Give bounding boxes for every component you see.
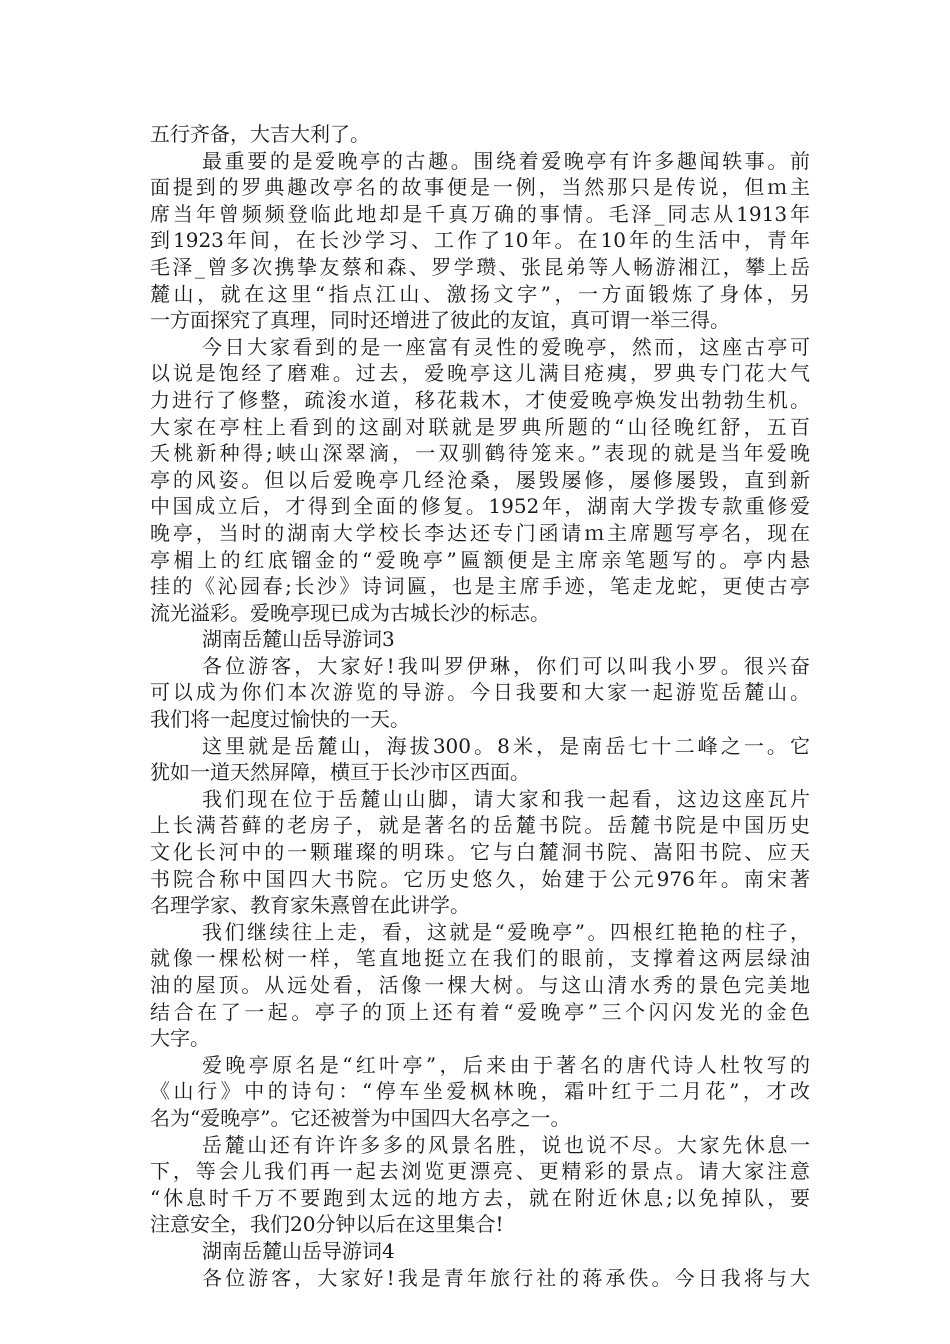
text-line: 《山行》中的诗句：“停车坐爱枫林晚，霜叶红于二月花”，才改 <box>150 1079 810 1104</box>
text-line: 我们将一起度过愉快的一天。 <box>150 707 410 732</box>
text-line: 文化长河中的一颗璀璨的明珠。它与白麓洞书院、嵩阳书院、应天 <box>150 840 810 865</box>
text-line: 亭的风姿。但以后爱晚亭几经沧桑，屡毁屡修，屡修屡毁，直到新 <box>150 467 810 492</box>
text-line: 下，等会儿我们再一起去浏览更漂亮、更精彩的景点。请大家注意 <box>150 1159 810 1184</box>
text-line: 大家在亭柱上看到的这副对联就是罗典所题的“山径晚红舒，五百 <box>150 414 810 439</box>
text-line: 五行齐备，大吉大利了。 <box>150 122 370 146</box>
text-line: 注意安全，我们20分钟以后在这里集合! <box>150 1212 504 1237</box>
text-line: 湖南岳麓山岳导游词4 <box>202 1238 395 1263</box>
text-line: 席当年曾频频登临此地却是千真万确的事情。毛泽_同志从1913年 <box>150 201 810 226</box>
document-body <box>150 121 810 1291</box>
text-line: 名理学家、教育家朱熹曾在此讲学。 <box>150 893 470 918</box>
text-line: 亭楣上的红底镏金的“爱晚亭”匾额便是主席亲笔题写的。亭内悬 <box>150 547 810 572</box>
text-line: 可以成为你们本次游览的导游。今日我要和大家一起游览岳麓山。 <box>150 680 810 705</box>
text-line: 面提到的罗典趣改亭名的故事便是一例，当然那只是传说，但ｍ主 <box>150 175 810 200</box>
text-line: 流光溢彩。爱晚亭现已成为古城长沙的标志。 <box>150 600 550 625</box>
text-line: 一方面探究了真理，同时还增进了彼此的友谊，真可谓一举三得。 <box>150 308 730 333</box>
text-line: 我们现在位于岳麓山山脚，请大家和我一起看，这边这座瓦片 <box>202 786 810 811</box>
text-line: 这里就是岳麓山，海拔300。8米，是南岳七十二峰之一。它 <box>202 733 810 758</box>
text-line: 到1923年间，在长沙学习、工作了10年。在10年的生活中，青年 <box>150 228 810 253</box>
text-line: 岳麓山还有许许多多的风景名胜，说也说不尽。大家先休息一 <box>202 1132 810 1157</box>
text-line: 晚亭，当时的湖南大学校长李达还专门函请ｍ主席题写亭名，现在 <box>150 520 810 545</box>
text-line: 力进行了修整，疏浚水道，移花栽木，才使爱晚亭焕发出勃勃生机。 <box>150 387 810 412</box>
text-line: 以说是饱经了磨难。过去，爱晚亭这儿满目疮痍，罗典专门花大气 <box>150 361 810 386</box>
text-line: 中国成立后，才得到全面的修复。1952年，湖南大学拨专款重修爱 <box>150 494 810 519</box>
text-line: 书院合称中国四大书院。它历史悠久，始建于公元976年。南宋著 <box>150 866 810 891</box>
text-line: 上长满苔藓的老房子，就是著名的岳麓书院。岳麓书院是中国历史 <box>150 813 810 838</box>
text-line: 名为“爱晚亭”。它还被誉为中国四大名亭之一。 <box>150 1105 571 1130</box>
text-line: 油的屋顶。从远处看，活像一棵大树。与这山清水秀的景色完美地 <box>150 973 810 997</box>
text-line: 大字。 <box>150 1026 210 1051</box>
text-line: 我们继续往上走，看，这就是“爱晚亭”。四根红艳艳的柱子， <box>202 919 810 944</box>
text-line: 就像一棵松树一样，笔直地挺立在我们的眼前，支撑着这两层绿油 <box>150 946 810 971</box>
text-line: 结合在了一起。亭子的顶上还有着“爱晚亭”三个闪闪发光的金色 <box>150 999 810 1024</box>
text-line: 各位游客，大家好!我是青年旅行社的蒋承佚。今日我将与大 <box>202 1265 810 1290</box>
text-line: 湖南岳麓山岳导游词3 <box>202 627 395 652</box>
text-line: 麓山，就在这里“指点江山、激扬文字”，一方面锻炼了身体，另 <box>150 281 810 306</box>
text-line: “休息时千万不要跑到太远的地方去，就在附近休息;以免掉队，要 <box>150 1185 810 1210</box>
text-line: 今日大家看到的是一座富有灵性的爱晚亭，然而，这座古亭可 <box>202 334 810 359</box>
text-line: 爱晚亭原名是“红叶亭”，后来由于著名的唐代诗人杜牧写的 <box>202 1052 810 1077</box>
text-line: 最重要的是爱晚亭的古趣。围绕着爱晚亭有许多趣闻轶事。前 <box>202 148 810 173</box>
text-line: 挂的《沁园春;长沙》诗词匾，也是主席手迹，笔走龙蛇，更使古亭 <box>150 574 810 599</box>
text-line: 夭桃新种得;峡山深翠滴，一双驯鹤待笼来。”表现的就是当年爱晚 <box>150 441 810 466</box>
text-line: 毛泽_曾多次携挚友蔡和森、罗学瓒、张昆弟等人畅游湘江，攀上岳 <box>150 254 810 279</box>
text-line: 各位游客，大家好!我叫罗伊琳，你们可以叫我小罗。很兴奋 <box>202 653 810 678</box>
text-line: 犹如一道天然屏障，横亘于长沙市区西面。 <box>150 760 530 785</box>
